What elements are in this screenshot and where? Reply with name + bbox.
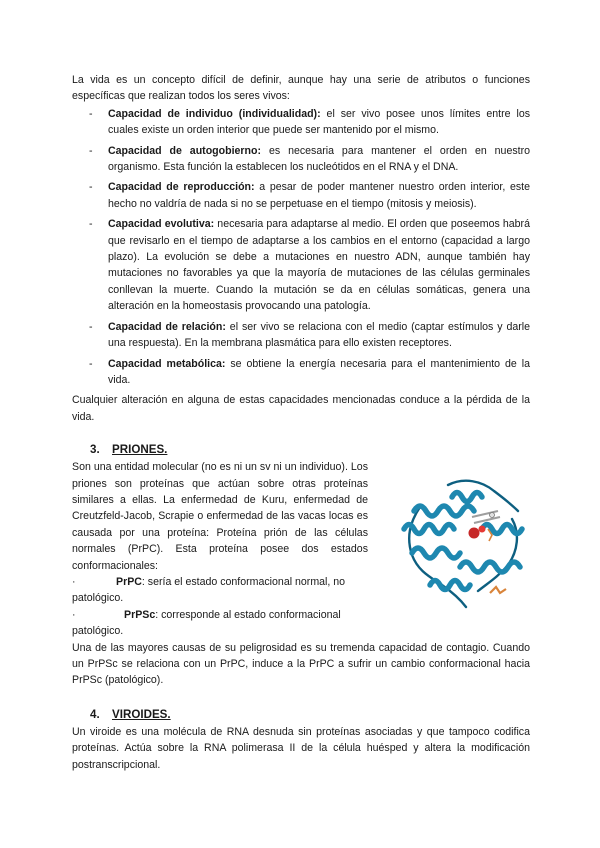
capacity-title: Capacidad de autogobierno — [108, 144, 258, 157]
state-name: PrPSc — [124, 608, 156, 621]
state-name: PrPC — [116, 575, 142, 588]
state-text: : corresponde al estado conformacional patológico. — [72, 608, 341, 638]
capacity-text: se obtiene la energía necesaria para el mantenimiento de la vida. — [108, 357, 530, 386]
priones-section — [72, 459, 530, 639]
protein-side-chain — [490, 587, 506, 593]
capacity-title: Capacidad de relación — [108, 320, 223, 333]
state-bullet: · — [72, 608, 76, 621]
section-heading-priones — [72, 441, 530, 459]
closing-paragraph: Cualquier alteración en alguna de estas capacidades mencionadas conduce a la pérdida de la vida. — [72, 394, 530, 423]
state-text: : sería el estado conformacional normal, no patológico. — [72, 575, 346, 605]
capacity-text: necesaria para adaptarse al medio. El orden que poseemos habrá que revisarlo en el tiempo de adaptarse a los cambios en el entorno (capacidad a largo plazo). La evolución se debe a mutaciones en nuestro ADN, aunque también hay mutaciones no favorables ya que la mayoría de mutaciones de las células germinales conllevan la muerte. Cuando la mutación se da en células somáticas, genera una alteración en la homeostasis provocando una patología. — [108, 218, 530, 313]
protein-helix — [414, 506, 474, 516]
capacity-text: a pesar de poder mantener nuestro orden interior, este hecho no valdría de nada si no se perpetuase en el tiempo (mitosis y meiosis). — [108, 181, 530, 210]
list-dash: - — [89, 107, 93, 120]
protein-structure-illustration — [390, 467, 534, 615]
state-bullet: · — [72, 575, 76, 588]
priones-text-column — [72, 459, 368, 639]
list-item: - Capacidad de reproducción: a pesar de poder mantener nuestro orden interior, este hecho no valdría de nada si no se perpetuase en el tiempo (mitosis y meiosis). — [89, 181, 530, 210]
protein-helix — [460, 562, 520, 572]
state-prpc — [72, 574, 368, 607]
list-dash: - — [89, 320, 93, 333]
list-dash: - — [89, 357, 93, 370]
section-number: 3. — [90, 443, 100, 457]
intro-paragraph: La vida es un concepto difícil de definir, aunque hay una serie de atributos o funciones específicas que realizan todos los seres vivos: — [72, 74, 530, 103]
section-heading-viroides — [72, 706, 530, 724]
section-title: PRIONES. — [112, 443, 168, 457]
protein-helix — [452, 493, 482, 502]
section-title: VIROIDES. — [112, 707, 171, 721]
list-item: - Capacidad de individuo (individualidad): el ser vivo posee unos límites entre los cuales existe un orden interior que puede ser mantenido por el mismo. — [89, 107, 531, 137]
protein-helix — [404, 525, 454, 534]
priones-contagion-paragraph: Una de las mayores causas de su peligrosidad es su tremenda capacidad de contagio. Cuando un PrPSc se relaciona con un PrPC, induce a la PrPC a sufrir un cambio conformacional hacia PrPSc (patológico). — [72, 641, 530, 687]
list-dash: - — [89, 218, 93, 231]
list-item: - Capacidad de autogobierno: es necesaria para mantener el orden en nuestro organismo. Esta función la establecen los nucleótidos en el RNA y el DNA. — [89, 144, 531, 174]
list-item: - Capacidad de relación: el ser vivo se relaciona con el medio (captar estímulos y darle una respuesta). En la membrana plasmática para ello existen receptores. — [89, 320, 531, 350]
capacity-title: Capacidad de individuo (individualidad) — [108, 107, 318, 120]
capacities-list — [72, 106, 530, 389]
viroides-paragraph: Un viroide es una molécula de RNA desnuda sin proteínas asociadas y que tampoco codifica proteínas. Actúa sobre la RNA polimerasa II de la célula huésped y altera la modificación postranscripcional. — [72, 725, 530, 771]
list-item: - Capacidad evolutiva: necesaria para adaptarse al medio. El orden que poseemos habrá que revisarlo en el tiempo de adaptarse a los cambios en el entorno (capacidad a largo plazo). La evolución se debe a mutaciones en nuestro ADN, aunque también hay mutaciones no favorables ya que la mayoría de mutaciones de las células germinales conllevan la muerte. Cuando la mutación se da en células somáticas, genera una alteración en la homeostasis provocando una patología. — [89, 218, 530, 313]
capacity-text: el ser vivo se relaciona con el medio (captar estímulos y darle una respuesta). En la membrana plasmática para ello existen receptores. — [108, 320, 531, 350]
state-prpsc — [72, 607, 368, 640]
priones-paragraph: Son una entidad molecular (no es ni un sv ni un individuo). Los priones son proteínas que actúan sobre otras proteínas similares a ellas. La enfermedad de Kuru, enfermedad de Creutzfeld-Jacob, Scrapie o enfermedad de las vacas locas es causada por una proteína: Proteína prión de las células normales (PrPC). Esta proteína posee dos estados conformacionales: — [72, 461, 368, 572]
capacity-text: es necesaria para mantener el orden en nuestro organismo. Esta función la establecen los nucleótidos en el RNA y el DNA. — [108, 144, 531, 174]
document-page — [72, 72, 530, 773]
capacity-title: Capacidad de reproducción — [108, 181, 252, 194]
protein-helix — [412, 548, 460, 558]
list-item: - Capacidad metabólica: se obtiene la energía necesaria para el mantenimiento de la vida. — [89, 357, 530, 386]
capacity-title: Capacidad metabólica — [108, 357, 222, 370]
capacity-text: el ser vivo posee unos límites entre los cuales existe un orden interior que puede ser mantenido por el mismo. — [108, 107, 531, 137]
list-dash: - — [89, 144, 93, 157]
capacity-title: Capacidad evolutiva — [108, 218, 211, 231]
section-number: 4. — [90, 707, 100, 721]
protein-helix — [430, 581, 470, 590]
list-dash: - — [89, 181, 93, 194]
